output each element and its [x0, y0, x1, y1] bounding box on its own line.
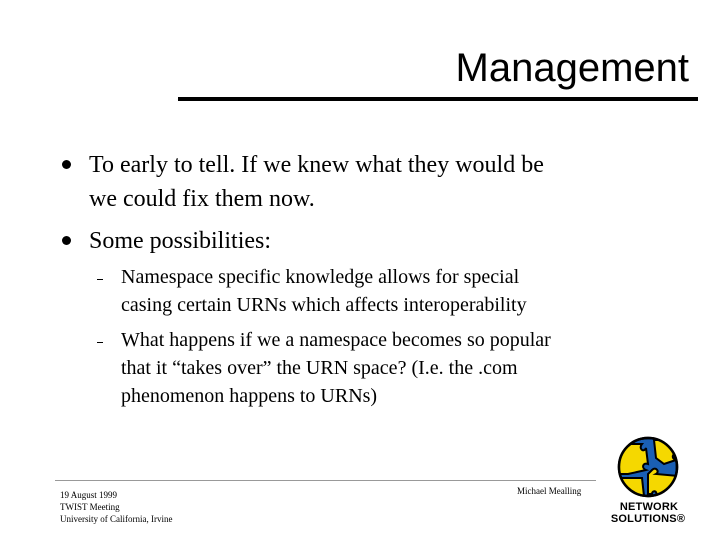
- logo-text-solutions: SOLUTIONS®: [610, 513, 686, 525]
- subitem-line: that it “takes over” the URN space? (I.e. the .com: [121, 357, 518, 379]
- subitem-line: casing certain URNs which affects interoperability: [121, 294, 527, 316]
- bullet-dot: [62, 160, 71, 169]
- footer-location: University of California, Irvine: [60, 514, 173, 524]
- network-solutions-logo: [608, 434, 692, 526]
- bullet-line: Some possibilities:: [89, 228, 272, 254]
- bullet-line: To early to tell. If we knew what they would be: [89, 152, 544, 178]
- globe-puzzle-icon: [608, 434, 692, 526]
- subitem-text: [121, 326, 661, 410]
- bullet-line: we could fix them now.: [89, 186, 315, 212]
- footer-author: Michael Mealling: [517, 486, 582, 496]
- subitem-line: Namespace specific knowledge allows for special: [121, 266, 520, 288]
- subitem-text: [121, 263, 661, 319]
- bullet-text: [89, 224, 649, 258]
- footer-info: [60, 489, 172, 525]
- subitem-line: What happens if we a namespace becomes so popular: [121, 329, 551, 351]
- slide-title: Management: [455, 46, 689, 90]
- subitem-line: phenomenon happens to URNs): [121, 385, 378, 407]
- footer-event: TWIST Meeting: [60, 502, 120, 512]
- subitem-dash: [97, 342, 103, 343]
- logo-text-network: NETWORK: [619, 501, 679, 513]
- bullet-text: [89, 148, 649, 216]
- title-underline: [178, 97, 698, 101]
- footer-divider: [55, 480, 596, 481]
- subitem-dash: [97, 279, 103, 280]
- bullet-dot: [62, 236, 71, 245]
- footer-date: 19 August 1999: [60, 490, 118, 500]
